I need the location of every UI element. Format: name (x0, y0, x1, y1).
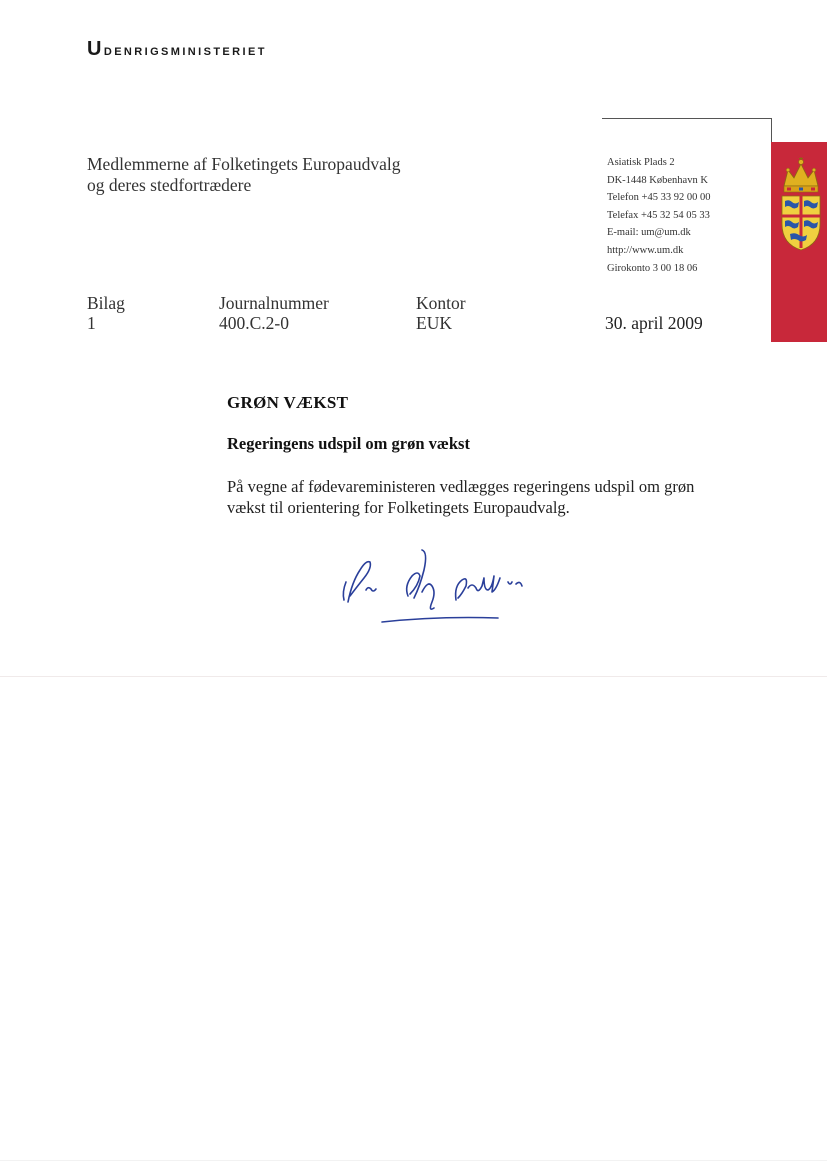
body-line-2: vækst til orientering for Folketingets Europaudvalg. (227, 498, 570, 517)
recipient-block (87, 154, 400, 196)
address-street: Asiatisk Plads 2 (607, 157, 675, 168)
body-line-1: På vegne af fødevareministeren vedlægges regeringens udspil om grøn (227, 477, 695, 496)
journal-value: 400.C.2-0 (219, 313, 289, 333)
subject-heading: GRØN VÆKST (227, 393, 349, 412)
address-phone: Telefon +45 33 92 00 00 (607, 192, 711, 204)
page-fold-line (0, 676, 827, 677)
sender-address (607, 154, 710, 277)
handwritten-signature (338, 542, 558, 632)
bilag-label: Bilag (87, 293, 125, 313)
address-website: http://www.um.dk (607, 244, 684, 256)
kontor-label: Kontor (416, 293, 466, 313)
body-paragraph (227, 476, 747, 518)
recipient-line-2: og deres stedfortrædere (87, 175, 252, 195)
subheading: Regeringens udspil om grøn vækst (227, 434, 470, 453)
address-giro: Girokonto 3 00 18 06 (607, 262, 698, 274)
address-fax: Telefax +45 32 54 05 33 (607, 209, 710, 221)
page-bottom-edge (0, 1160, 827, 1161)
bilag-field (87, 293, 125, 333)
journal-label: Journalnummer (219, 293, 329, 313)
address-city: DK-1448 København K (607, 174, 708, 186)
letter-date: 30. april 2009 (605, 313, 703, 333)
bilag-value: 1 (87, 313, 96, 333)
journal-field (219, 293, 329, 333)
danish-royal-crest-icon (778, 156, 824, 252)
ministry-name: Udenrigsministeriet (87, 38, 267, 60)
kontor-field (416, 293, 466, 333)
address-email: E-mail: um@um.dk (607, 227, 691, 239)
kontor-value: EUK (416, 313, 452, 333)
letterhead-rule-vertical (771, 118, 772, 142)
recipient-line-1: Medlemmerne af Folketingets Europaudvalg (87, 154, 401, 174)
letterhead-rule (602, 118, 772, 119)
